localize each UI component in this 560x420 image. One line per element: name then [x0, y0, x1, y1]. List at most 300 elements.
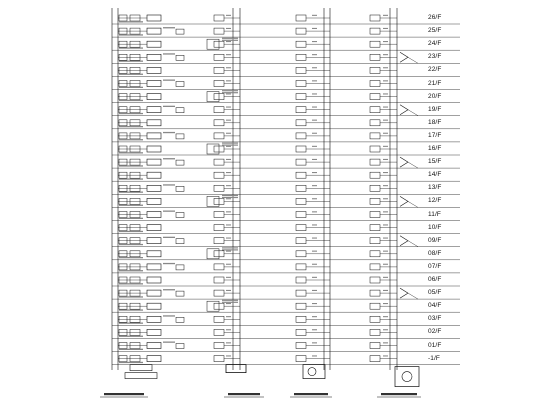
- meter-box: [296, 212, 306, 218]
- meter-annotation-mark: [226, 355, 231, 356]
- meter-annotation-mark: [383, 290, 388, 291]
- left-annotation-mark: [119, 192, 143, 193]
- floor-row: [112, 289, 460, 299]
- meter-box: [370, 264, 380, 270]
- floor-label: 08/F: [428, 249, 442, 257]
- junction-annotation-mark: [222, 302, 238, 303]
- meter-annotation-mark: [312, 211, 317, 212]
- meter-annotation-mark: [383, 224, 388, 225]
- floor-label: 12/F: [428, 197, 442, 205]
- floor-label: 11/F: [428, 210, 441, 218]
- meter-box: [214, 159, 224, 165]
- left-annotation-mark: [119, 61, 143, 62]
- meter-box: [370, 277, 380, 283]
- meter-box: [370, 81, 380, 87]
- meter-annotation-mark: [226, 133, 231, 134]
- meter-box: [214, 120, 224, 126]
- left-annotation-mark: [119, 218, 143, 219]
- floor-row: [112, 224, 460, 233]
- junction-annotation-mark: [222, 38, 238, 39]
- meter-box: [296, 159, 306, 165]
- meter-box: [214, 238, 224, 244]
- meter-box: [370, 212, 380, 218]
- meter-annotation-mark: [226, 329, 231, 330]
- junction-annotation-mark: [222, 195, 238, 196]
- left-annotation-mark: [119, 244, 143, 245]
- floor-label: 20/F: [428, 92, 442, 100]
- meter-annotation-mark: [312, 41, 317, 42]
- meter-annotation-mark: [383, 355, 388, 356]
- floor-row: [112, 41, 460, 50]
- left-annotation-mark: [119, 283, 143, 284]
- floor-label: 13/F: [428, 184, 442, 192]
- left-annotation-mark: [163, 237, 175, 238]
- meter-annotation-mark: [226, 290, 231, 291]
- meter-annotation-mark: [226, 41, 231, 42]
- meter-annotation-mark: [226, 342, 231, 343]
- unit-box: [147, 41, 161, 47]
- bottom-box: [125, 373, 157, 379]
- caption-mark: [104, 393, 144, 395]
- floor-label: -1/F: [428, 354, 440, 362]
- unit-box: [147, 264, 161, 270]
- floor-label: 14/F: [428, 171, 442, 179]
- vertical-bus-lines: [112, 8, 397, 370]
- junction-box: [207, 92, 219, 102]
- meter-annotation-mark: [383, 211, 388, 212]
- meter-annotation-mark: [383, 329, 388, 330]
- unit-box: [147, 277, 161, 283]
- unit-box: [147, 290, 161, 296]
- meter-box: [370, 41, 380, 47]
- left-annotation-mark: [119, 349, 143, 350]
- meter-annotation-mark: [383, 28, 388, 29]
- meter-box: [214, 172, 224, 178]
- meter-box: [296, 277, 306, 283]
- meter-annotation-mark: [383, 264, 388, 265]
- meter-annotation-mark: [383, 120, 388, 121]
- meter-annotation-mark: [226, 251, 231, 252]
- unit-box: [147, 28, 161, 34]
- unit-box: [147, 94, 161, 100]
- floor-label: 07/F: [428, 262, 442, 270]
- floor-label: 21/F: [428, 79, 442, 87]
- meter-annotation-mark: [312, 251, 317, 252]
- bottom-equipment: [100, 365, 421, 397]
- meter-box: [214, 15, 224, 21]
- left-annotation-mark: [119, 34, 143, 35]
- meter-box: [370, 15, 380, 21]
- meter-annotation-mark: [226, 28, 231, 29]
- unit-box: [176, 213, 184, 218]
- unit-box: [147, 120, 161, 126]
- meter-box: [296, 290, 306, 296]
- meter-annotation-mark: [383, 41, 388, 42]
- left-annotation-mark: [119, 323, 143, 324]
- floor-row: [112, 172, 460, 181]
- meter-box: [214, 81, 224, 87]
- meter-box: [296, 67, 306, 73]
- floor-row: [112, 329, 460, 338]
- floor-label: 10/F: [428, 223, 442, 231]
- meter-annotation-mark: [312, 93, 317, 94]
- unit-box: [176, 265, 184, 270]
- left-annotation-mark: [119, 296, 143, 297]
- meter-box: [296, 94, 306, 100]
- meter-annotation-mark: [226, 80, 231, 81]
- meter-box: [370, 28, 380, 34]
- meter-annotation-mark: [312, 198, 317, 199]
- unit-box: [176, 291, 184, 296]
- meter-box: [296, 54, 306, 60]
- meter-box: [214, 212, 224, 218]
- meter-box: [370, 146, 380, 152]
- meter-box: [296, 15, 306, 21]
- left-annotation-mark: [119, 152, 143, 153]
- meter-box: [296, 303, 306, 309]
- meter-box: [214, 107, 224, 113]
- junction-annotation-mark: [222, 90, 238, 91]
- unit-box: [147, 316, 161, 322]
- bottom-device: [402, 372, 412, 382]
- floor-label: 09/F: [428, 236, 442, 244]
- unit-box: [176, 29, 184, 34]
- floor-label: 19/F: [428, 105, 442, 113]
- meter-box: [370, 54, 380, 60]
- meter-annotation-mark: [226, 198, 231, 199]
- junction-annotation-mark: [222, 197, 238, 198]
- unit-box: [176, 239, 184, 244]
- floor-row: [112, 132, 460, 142]
- unit-box: [147, 343, 161, 349]
- meter-annotation-mark: [226, 93, 231, 94]
- meter-annotation-mark: [312, 15, 317, 16]
- splitter-symbol: [400, 105, 408, 115]
- junction-box: [207, 196, 219, 206]
- floor-row: [112, 158, 460, 168]
- meter-box: [296, 316, 306, 322]
- splitter-symbol: [400, 196, 408, 206]
- floor-row: [112, 80, 460, 90]
- meter-box: [214, 343, 224, 349]
- meter-box: [370, 329, 380, 335]
- caption-mark: [228, 393, 260, 395]
- left-annotation-mark: [119, 21, 143, 22]
- meter-box: [214, 67, 224, 73]
- unit-box: [147, 329, 161, 335]
- meter-box: [296, 238, 306, 244]
- meter-annotation-mark: [226, 120, 231, 121]
- splitter-symbol: [400, 288, 408, 298]
- meter-box: [296, 251, 306, 257]
- meter-annotation-mark: [312, 28, 317, 29]
- unit-box: [176, 186, 184, 191]
- meter-box: [296, 264, 306, 270]
- meter-box: [370, 198, 380, 204]
- meter-box: [370, 303, 380, 309]
- splitter-tap: [408, 110, 418, 116]
- meter-box: [214, 264, 224, 270]
- meter-annotation-mark: [383, 67, 388, 68]
- splitter-tap: [408, 162, 418, 168]
- splitter-symbol: [400, 157, 408, 167]
- junction-box: [207, 249, 219, 259]
- meter-box: [296, 81, 306, 87]
- left-annotation-mark: [163, 315, 175, 316]
- meter-annotation-mark: [383, 342, 388, 343]
- junction-annotation-mark: [222, 143, 238, 144]
- meter-annotation-mark: [226, 146, 231, 147]
- floor-label: 02/F: [428, 328, 442, 336]
- meter-annotation-mark: [383, 80, 388, 81]
- floor-label: 04/F: [428, 302, 442, 310]
- caption-mark: [294, 393, 328, 395]
- left-annotation-mark: [163, 27, 175, 28]
- meter-annotation-mark: [383, 159, 388, 160]
- junction-annotation-mark: [222, 300, 238, 301]
- left-annotation-mark: [119, 74, 143, 75]
- left-annotation-mark: [119, 270, 143, 271]
- meter-box: [370, 238, 380, 244]
- unit-box: [147, 303, 161, 309]
- meter-annotation-mark: [312, 67, 317, 68]
- left-annotation-mark: [119, 165, 143, 166]
- floor-row: [112, 120, 460, 129]
- meter-annotation-mark: [312, 107, 317, 108]
- meter-annotation-mark: [226, 159, 231, 160]
- meter-annotation-mark: [312, 146, 317, 147]
- floor-row: [112, 342, 460, 352]
- floor-row: [112, 355, 460, 364]
- floor-row: [112, 146, 460, 155]
- unit-box: [147, 225, 161, 231]
- meter-annotation-mark: [383, 251, 388, 252]
- unit-box: [147, 54, 161, 60]
- meter-annotation-mark: [226, 264, 231, 265]
- floor-row: [112, 198, 460, 207]
- meter-annotation-mark: [383, 133, 388, 134]
- left-annotation-mark: [163, 53, 175, 54]
- meter-annotation-mark: [226, 67, 231, 68]
- meter-annotation-mark: [312, 185, 317, 186]
- left-annotation-mark: [163, 106, 175, 107]
- meter-annotation-mark: [312, 120, 317, 121]
- meter-annotation-mark: [312, 159, 317, 160]
- meter-annotation-mark: [312, 316, 317, 317]
- meter-box: [296, 107, 306, 113]
- unit-box: [147, 107, 161, 113]
- floor-label: 22/F: [428, 66, 442, 74]
- meter-box: [370, 343, 380, 349]
- meter-box: [296, 41, 306, 47]
- floor-label: 24/F: [428, 40, 442, 48]
- unit-box: [176, 134, 184, 139]
- meter-box: [296, 146, 306, 152]
- unit-box: [147, 67, 161, 73]
- floor-row: [112, 15, 460, 24]
- meter-box: [370, 356, 380, 362]
- meter-box: [214, 225, 224, 231]
- left-annotation-mark: [119, 139, 143, 140]
- unit-box: [147, 356, 161, 362]
- unit-box: [176, 82, 184, 87]
- meter-box: [296, 120, 306, 126]
- left-annotation-mark: [119, 178, 143, 179]
- meter-annotation-mark: [226, 172, 231, 173]
- floor-row: [112, 237, 460, 247]
- unit-box: [147, 185, 161, 191]
- meter-annotation-mark: [383, 54, 388, 55]
- meter-annotation-mark: [226, 224, 231, 225]
- junction-box: [207, 144, 219, 154]
- meter-box: [370, 94, 380, 100]
- meter-annotation-mark: [383, 107, 388, 108]
- junction-annotation-mark: [222, 249, 238, 250]
- meter-box: [214, 54, 224, 60]
- floor-row: [112, 211, 460, 221]
- meter-box: [370, 133, 380, 139]
- meter-box: [214, 290, 224, 296]
- left-annotation-mark: [119, 47, 143, 48]
- splitter-tap: [408, 241, 418, 247]
- left-annotation-mark: [119, 113, 143, 114]
- meter-annotation-mark: [383, 316, 388, 317]
- unit-box: [176, 317, 184, 322]
- floor-row: [112, 303, 460, 312]
- left-annotation-mark: [119, 126, 143, 127]
- meter-annotation-mark: [383, 303, 388, 304]
- left-annotation-mark: [119, 100, 143, 101]
- floor-label: 05/F: [428, 289, 442, 297]
- junction-box: [207, 39, 219, 49]
- meter-box: [214, 185, 224, 191]
- meter-annotation-mark: [226, 107, 231, 108]
- meter-annotation-mark: [312, 264, 317, 265]
- floor-row: [112, 184, 460, 194]
- floor-label: 23/F: [428, 53, 442, 61]
- floor-row: [112, 53, 460, 63]
- floor-row: [112, 263, 460, 273]
- meter-annotation-mark: [383, 15, 388, 16]
- meter-box: [370, 290, 380, 296]
- bottom-device: [395, 367, 419, 387]
- meter-annotation-mark: [226, 211, 231, 212]
- left-annotation-mark: [163, 263, 175, 264]
- unit-box: [176, 108, 184, 113]
- floor-label: 17/F: [428, 131, 442, 139]
- unit-box: [147, 81, 161, 87]
- meter-box: [296, 198, 306, 204]
- junction-annotation-mark: [222, 92, 238, 93]
- meter-box: [214, 133, 224, 139]
- unit-box: [147, 172, 161, 178]
- meter-annotation-mark: [312, 172, 317, 173]
- floor-label: 01/F: [428, 341, 442, 349]
- floor-label: 15/F: [428, 158, 442, 166]
- meter-annotation-mark: [383, 198, 388, 199]
- meter-box: [214, 356, 224, 362]
- left-annotation-mark: [163, 132, 175, 133]
- unit-box: [176, 344, 184, 349]
- left-annotation-mark: [163, 342, 175, 343]
- meter-annotation-mark: [226, 316, 231, 317]
- floor-row: [112, 315, 460, 325]
- unit-box: [147, 146, 161, 152]
- unit-box: [176, 160, 184, 165]
- floor-row: [112, 277, 460, 286]
- unit-box: [147, 198, 161, 204]
- meter-annotation-mark: [226, 54, 231, 55]
- meter-box: [296, 133, 306, 139]
- meter-annotation-mark: [226, 238, 231, 239]
- meter-annotation-mark: [383, 185, 388, 186]
- splitter-tap: [408, 293, 418, 299]
- meter-box: [370, 185, 380, 191]
- bottom-device: [308, 368, 316, 376]
- meter-box: [370, 67, 380, 73]
- unit-box: [147, 159, 161, 165]
- meter-box: [370, 225, 380, 231]
- splitter-tap: [408, 201, 418, 207]
- floor-label: 26/F: [428, 14, 442, 21]
- junction-annotation-mark: [222, 145, 238, 146]
- meter-annotation-mark: [312, 277, 317, 278]
- meter-annotation-mark: [226, 277, 231, 278]
- meter-annotation-mark: [312, 54, 317, 55]
- floor-row: [112, 67, 460, 76]
- left-annotation-mark: [163, 80, 175, 81]
- floor-row: [112, 27, 460, 37]
- meter-box: [296, 172, 306, 178]
- left-annotation-mark: [163, 211, 175, 212]
- meter-annotation-mark: [226, 303, 231, 304]
- left-annotation-mark: [119, 336, 143, 337]
- floor-label: 06/F: [428, 276, 442, 283]
- splitter-symbol: [400, 236, 408, 246]
- meter-annotation-mark: [312, 224, 317, 225]
- meter-annotation-mark: [312, 238, 317, 239]
- meter-annotation-mark: [226, 185, 231, 186]
- left-annotation-mark: [163, 184, 175, 185]
- junction-annotation-mark: [222, 247, 238, 248]
- meter-box: [370, 120, 380, 126]
- junction-annotation-mark: [222, 40, 238, 41]
- left-annotation-mark: [119, 257, 143, 258]
- splitter-tap: [408, 57, 418, 63]
- meter-box: [214, 329, 224, 335]
- unit-box: [147, 238, 161, 244]
- floor-label: 03/F: [428, 315, 442, 323]
- meter-annotation-mark: [383, 93, 388, 94]
- bottom-box: [303, 365, 325, 379]
- floor-label: 25/F: [428, 27, 442, 35]
- left-annotation-mark: [163, 289, 175, 290]
- meter-box: [296, 343, 306, 349]
- unit-box: [147, 133, 161, 139]
- meter-box: [214, 277, 224, 283]
- meter-box: [214, 316, 224, 322]
- unit-box: [147, 212, 161, 218]
- junction-box: [207, 301, 219, 311]
- floor-label: 16/F: [428, 145, 442, 152]
- unit-box: [147, 251, 161, 257]
- unit-box: [147, 15, 161, 21]
- left-annotation-mark: [163, 158, 175, 159]
- floor-row: [112, 93, 460, 102]
- meter-annotation-mark: [312, 342, 317, 343]
- meter-box: [370, 316, 380, 322]
- left-annotation-mark: [119, 231, 143, 232]
